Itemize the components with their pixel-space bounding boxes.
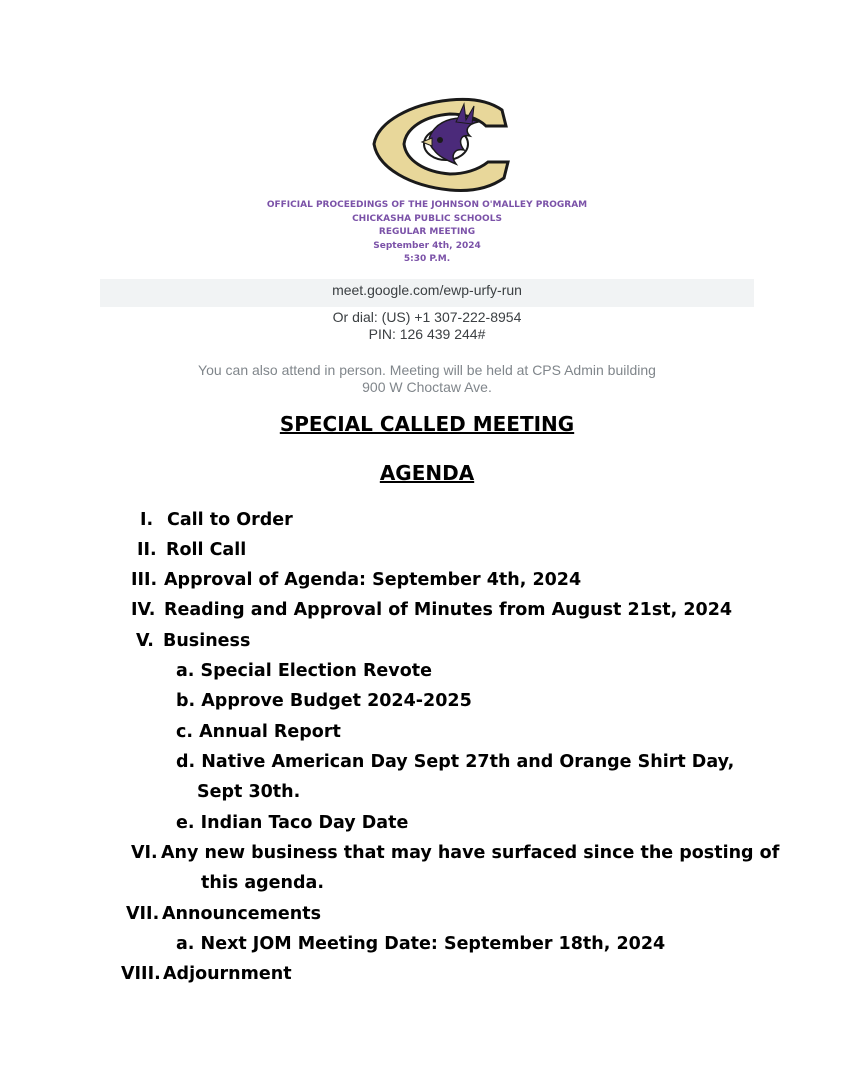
attend-line-1: You can also attend in person. Meeting will be held at CPS Admin building (198, 362, 656, 378)
header-title: OFFICIAL PROCEEDINGS OF THE JOHNSON O'MALLEY PROGRAM (266, 200, 588, 210)
agenda-item-8 (121, 964, 292, 984)
item-number: IV. (131, 600, 156, 620)
item-text: Call to Order (167, 510, 293, 530)
agenda-subitem-5c: c. Annual Report (176, 722, 341, 742)
item-number: I. (140, 510, 154, 530)
agenda-item-2 (137, 540, 246, 560)
item-text: Adjournment (163, 964, 292, 984)
header-date: September 4th, 2024 (373, 240, 481, 251)
item-number: VIII. (121, 964, 161, 984)
header-time: 5:30 P.M. (403, 254, 451, 264)
header-district: CHICKASHA PUBLIC SCHOOLS (352, 213, 502, 224)
item-number: VII. (126, 904, 160, 924)
item-text: Any new business that may have surfaced since the posting of (161, 843, 780, 863)
agenda-item-7 (126, 904, 321, 924)
item-text: Announcements (162, 904, 321, 924)
agenda-subitem-5a: a. Special Election Revote (176, 661, 432, 681)
item-text: Roll Call (166, 540, 247, 560)
agenda-title: AGENDA (379, 461, 475, 485)
item-number: VI. (131, 843, 158, 863)
agenda-subitem-5d-continued: Sept 30th. (197, 782, 301, 802)
agenda-item-6-continued: this agenda. (201, 873, 324, 893)
item-text: Business (163, 631, 251, 651)
agenda-subitem-5e: e. Indian Taco Day Date (176, 813, 409, 833)
header-meeting-type: REGULAR MEETING (378, 227, 476, 237)
agenda-item-3 (131, 570, 581, 590)
item-number: V. (136, 631, 154, 651)
agenda-item-5 (136, 631, 250, 651)
dial-number: Or dial: (US) +1 307-222-8954 (332, 309, 522, 325)
item-text: Reading and Approval of Minutes from August 21st, 2024 (164, 600, 733, 620)
agenda-item-4 (131, 600, 732, 620)
special-meeting-title: SPECIAL CALLED MEETING (279, 412, 575, 436)
dial-pin: PIN: 126 439 244# (368, 326, 486, 342)
agenda-subitem-5d: d. Native American Day Sept 27th and Orange Shirt Day, (176, 752, 735, 772)
agenda-subitem-5b: b. Approve Budget 2024-2025 (176, 691, 472, 711)
meet-link[interactable]: meet.google.com/ewp-urfy-run (100, 279, 754, 307)
attend-line-2: 900 W Choctaw Ave. (362, 379, 492, 395)
item-number: III. (131, 570, 158, 590)
item-number: II. (137, 540, 157, 560)
agenda-item-1 (140, 510, 293, 530)
agenda-item-6 (131, 843, 779, 863)
agenda-subitem-7a: a. Next JOM Meeting Date: September 18th, 2024 (176, 934, 666, 954)
item-text: Approval of Agenda: September 4th, 2024 (164, 570, 582, 590)
